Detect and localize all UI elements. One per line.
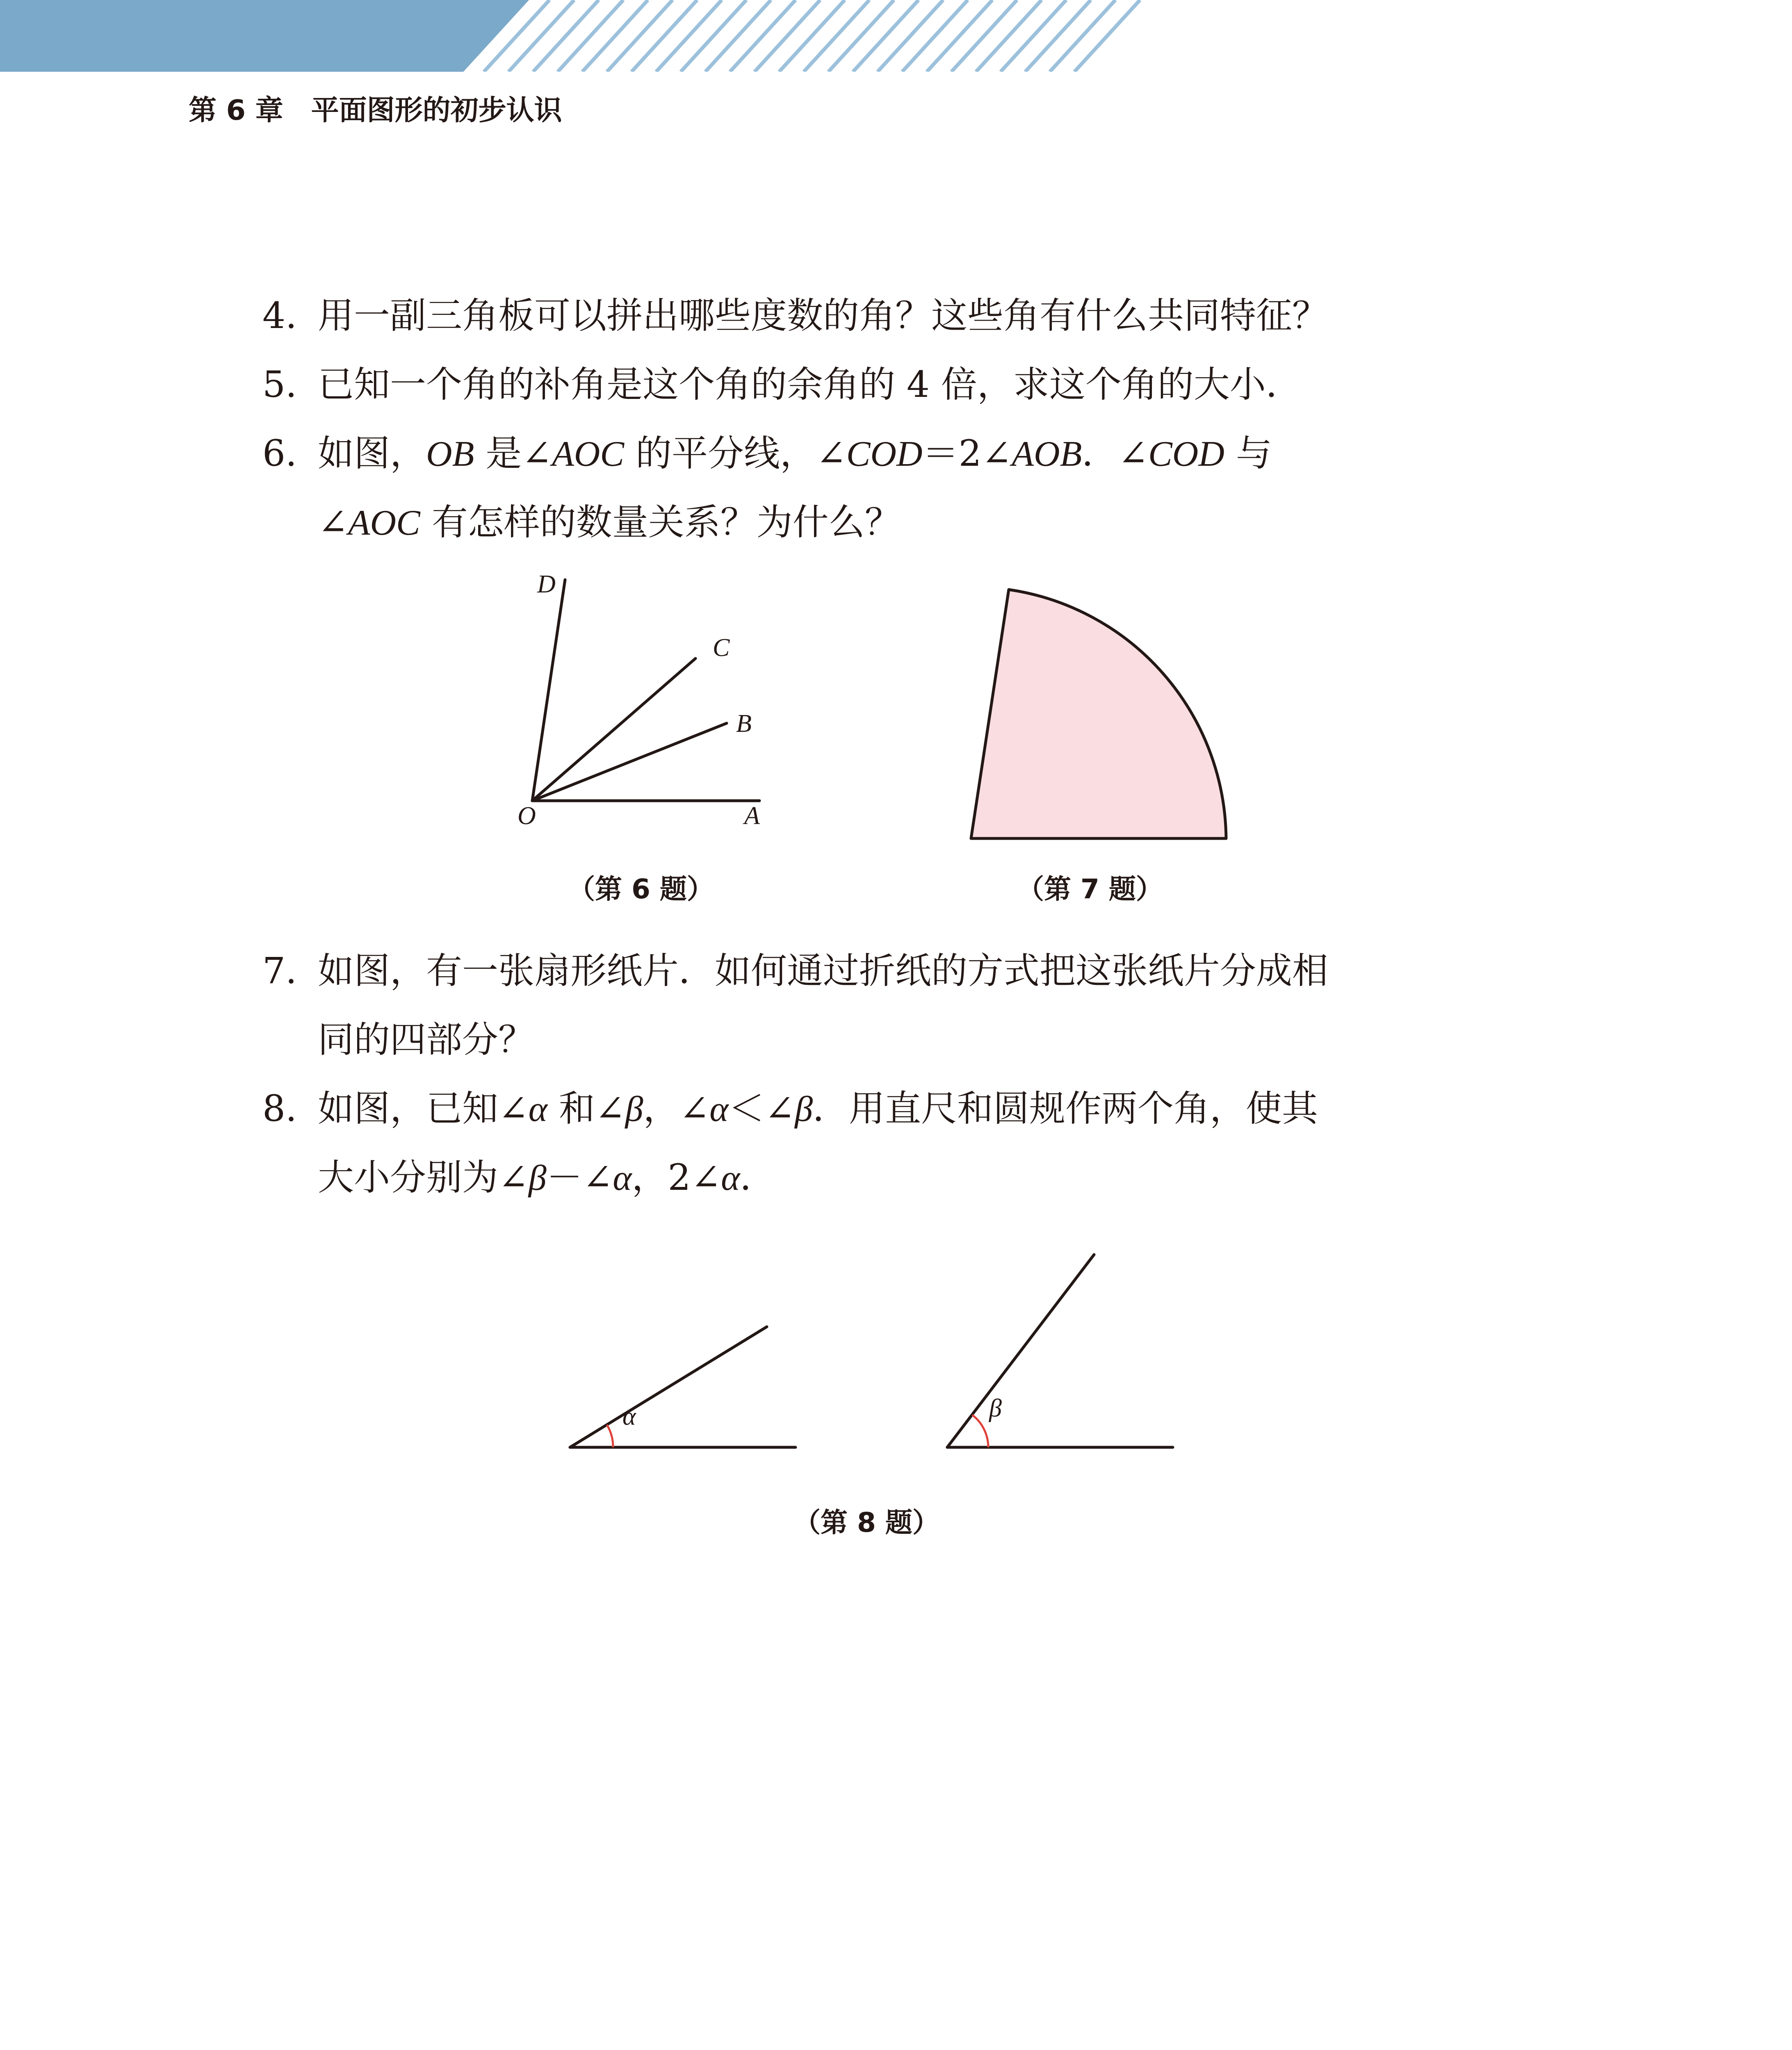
ray-ob — [532, 723, 727, 801]
question-8-continuation — [318, 1153, 776, 1203]
question-number: 5. — [262, 363, 297, 405]
figure-7-caption: （第 7 题） — [1017, 873, 1163, 905]
math-run: OB — [426, 434, 474, 474]
sector-shape — [971, 590, 1226, 838]
header-band — [0, 0, 1792, 72]
question-6 — [262, 429, 1272, 479]
question-text: 用一副三角板可以拼出哪些度数的角？这些角有什么共同特征？ — [318, 294, 1329, 337]
question-number: 4. — [262, 294, 297, 337]
label-c: C — [713, 634, 730, 662]
math-run: α — [613, 1158, 632, 1198]
figure-7-sector — [955, 574, 1243, 853]
chapter-title: 第 6 章 平面图形的初步认识 — [189, 94, 562, 127]
text-run: 如图， — [318, 432, 426, 474]
math-run: α — [709, 1089, 729, 1129]
text-run: ，∠ — [643, 1087, 710, 1130]
alpha-arc — [607, 1425, 613, 1447]
math-run: β — [528, 1158, 547, 1198]
math-run: AOC — [348, 503, 420, 543]
text-run: ，2∠ — [632, 1156, 721, 1198]
angle-alpha — [570, 1327, 796, 1447]
text-run: ＜∠ — [728, 1087, 795, 1130]
text-run: 是∠ — [474, 432, 552, 474]
figure-8-angles — [554, 1238, 1189, 1460]
math-run: COD — [1148, 434, 1224, 474]
math-run: β — [795, 1089, 813, 1129]
math-run: AOB — [1012, 434, 1082, 474]
text-run: 的平分线，∠ — [624, 432, 846, 474]
question-text: 已知一个角的补角是这个角的余角的 4 倍，求这个角的大小． — [318, 363, 1302, 405]
text-run: ．∠ — [1082, 432, 1149, 474]
figure-6-caption: （第 6 题） — [568, 873, 714, 905]
label-d: D — [537, 570, 556, 598]
math-run: AOC — [552, 434, 625, 474]
text-run: 和∠ — [547, 1087, 625, 1130]
math-run: α — [528, 1089, 547, 1129]
question-5 — [262, 360, 1302, 409]
question-text: 如图，有一张扇形纸片．如何通过折纸的方式把这张纸片分成相 — [318, 950, 1329, 992]
question-number: 8. — [262, 1087, 297, 1130]
question-7 — [262, 946, 1328, 995]
text-run: ． — [740, 1156, 776, 1198]
beta-arc — [972, 1415, 988, 1447]
question-number: 7. — [262, 950, 297, 992]
question-4 — [262, 291, 1328, 340]
label-o: O — [518, 802, 536, 830]
label-b: B — [736, 710, 752, 738]
text-run: ＝2∠ — [922, 432, 1012, 474]
text-run: 与 — [1224, 432, 1272, 474]
header-solid-band — [0, 0, 529, 72]
text-run: 有怎样的数量关系？为什么？ — [420, 501, 901, 543]
label-a: A — [744, 802, 760, 830]
math-run: COD — [846, 434, 923, 474]
question-7-continuation: 同的四部分？ — [318, 1018, 535, 1061]
question-8 — [262, 1084, 1318, 1134]
question-number: 6. — [262, 432, 297, 474]
label-alpha: α — [622, 1403, 636, 1430]
ray-oc — [532, 658, 695, 801]
text-run: ∠ — [318, 501, 348, 543]
angle-beta — [947, 1255, 1173, 1447]
ray-od — [532, 580, 565, 801]
text-run: ．用直尺和圆规作两个角，使其 — [813, 1087, 1318, 1130]
question-6-continuation — [318, 498, 901, 548]
figure-8-caption: （第 8 题） — [793, 1507, 939, 1538]
math-run: β — [625, 1089, 643, 1129]
text-run: 大小分别为∠ — [318, 1156, 529, 1198]
text-run: －∠ — [546, 1156, 613, 1198]
math-run: α — [721, 1158, 740, 1198]
label-beta: β — [989, 1394, 1002, 1422]
text-run: 如图，已知∠ — [318, 1087, 529, 1130]
